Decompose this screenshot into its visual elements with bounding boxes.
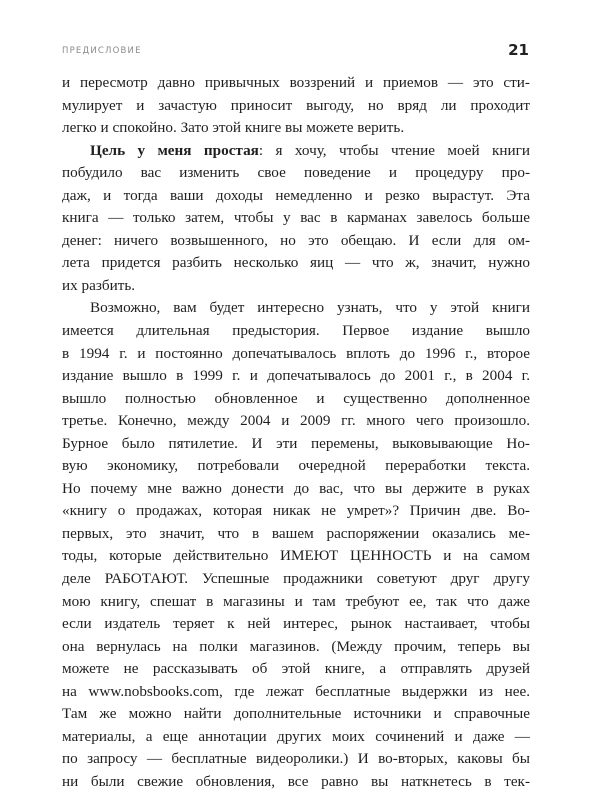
text-line: в 1994 г. и постоянно допечатывалось вплоть до 1996 г., второе: [62, 344, 530, 362]
text-line: мулирует и зачастую приносит выгоду, но вряд ли проходит: [62, 96, 530, 114]
text-line: по запросу — бесплатные видеоролики.) И во-вторых, каковы бы: [62, 750, 530, 768]
text-line: Там же можно найти дополнительные источники и справочные: [62, 705, 530, 723]
text-line: если издатель теряет к ней интерес, рынок настаивает, чтобы: [62, 615, 530, 633]
text-line: даж, и тогда ваши доходы немедленно и резко вырастут. Эта: [62, 186, 530, 204]
text-line: она вернулась на полки магазинов. (Между прочим, теперь вы: [62, 637, 530, 655]
text-line: побудило вас изменить свое поведение и процедуру про-: [62, 164, 530, 182]
text-line: ни были свежие обновления, все равно вы наткнетесь в тек-: [62, 772, 530, 790]
running-head: ПРЕДИСЛОВИЕ: [62, 46, 142, 56]
text-line: третье. Конечно, между 2004 и 2009 гг. много чего произошло.: [62, 412, 530, 430]
body-text: [62, 72, 530, 794]
text-line: тоды, которые действительно ИМЕЮТ ЦЕННОСТЬ и на самом: [62, 547, 530, 565]
text-line: имеется длительная предыстория. Первое издание вышло: [62, 322, 530, 340]
text-line: книга — только затем, чтобы у вас в карманах завелось больше: [62, 209, 530, 227]
text-line: Но почему мне важно донести до вас, что вы держите в руках: [62, 479, 530, 497]
text-line: легко и спокойно. Зато этой книге вы можете верить.: [62, 119, 405, 137]
text-line: вую экономику, потребовали очередной переработки текста.: [62, 457, 530, 475]
text-line: [62, 140, 530, 163]
text-line: и пересмотр давно привычных воззрений и приемов — это сти-: [62, 74, 530, 91]
text-line: первых, это значит, что в вашем распоряжении оказались ме-: [62, 524, 530, 542]
text-line: Возможно, вам будет интересно узнать, что у этой книги: [90, 299, 530, 317]
text-line: материалы, а еще аннотации других моих сочинений и даже —: [62, 727, 530, 745]
bold-lead-in: Цель у меня простая: [90, 141, 259, 159]
text-line: на www.nobsbooks.com, где лежат бесплатные выдержки из нее.: [62, 682, 530, 700]
text-line: денег: ничего возвышенного, но это обещаю. И если для ом-: [62, 231, 530, 249]
page-number: 21: [508, 41, 529, 59]
text-line: «книгу о продажах, которая никак не умрет»? Причин две. Во-: [62, 502, 530, 520]
text-line: издание вышло в 1999 г. и допечатывалось до 2001 г., в 2004 г.: [62, 367, 530, 385]
text-line: Бурное было пятилетие. И эти перемены, выковывающие Но-: [62, 434, 530, 452]
lead-in-rest: : я хочу, чтобы чтение моей книги: [258, 141, 530, 159]
text-line: их разбить.: [62, 276, 136, 294]
text-line: лета придется разбить несколько яиц — что ж, значит, нужно: [62, 254, 530, 272]
text-line: мою книгу, спешат в магазины и там требуют ее, так что даже: [62, 592, 530, 610]
text-line: вышло полностью обновленное и существенно дополненное: [62, 389, 530, 407]
text-line: можете не рассказывать об этой книге, а отправлять друзей: [62, 660, 530, 678]
text-line: деле РАБОТАЮТ. Успешные продажники советуют друг другу: [62, 570, 530, 588]
